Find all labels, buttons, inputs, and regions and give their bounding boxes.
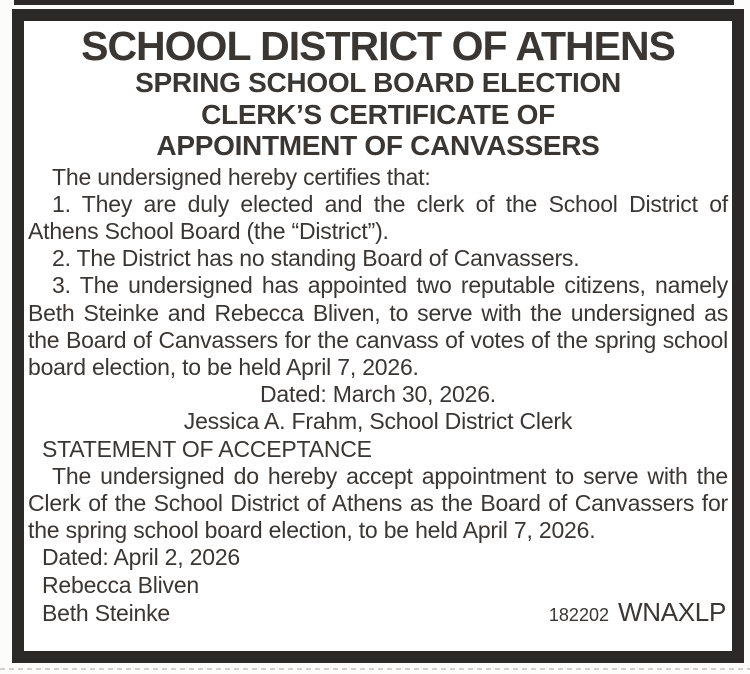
acceptance-dated-line: Dated: April 2, 2026 [42,544,241,571]
acceptance-heading: STATEMENT OF ACCEPTANCE [42,435,372,462]
notice-subtitle-certificate: CLERK’S CERTIFICATE OF [201,98,555,130]
bottom-scan-artifact-line [0,668,750,670]
clerk-signature-line: Jessica A. Frahm, School District Clerk [183,408,573,435]
signatory-rebecca-bliven: Rebecca Bliven [42,571,200,598]
certification-item-3: 3. The undersigned has appointed two reputable citizens, namely Beth Steinke and Rebecca Bliven, to serve with the undersigned as the Board of Canvassers for the canvass of votes of the spring school board election, to be held April 7, 2026. [28,272,728,380]
certification-item-2: 2. The District has no standing Board of Canvassers. [52,245,580,272]
certification-intro: The undersigned hereby certifies that: [52,163,431,190]
legal-notice-ad-frame [12,9,744,663]
dated-line: Dated: March 30, 2026. [260,381,496,408]
signature-and-publication-row [28,596,728,629]
top-column-rule [14,0,734,5]
notice-subtitle-appointment: APPOINTMENT OF CANVASSERS [156,130,600,161]
signatory-beth-steinke: Beth Steinke [42,599,171,626]
certification-item-1: 1. They are duly elected and the clerk of the School District of Athens School Board (the “District”). [28,190,728,244]
acceptance-paragraph: The undersigned do hereby accept appointment to serve with the Clerk of the School District of Athens as the Board of Canvassers for the spring school board election, to be held April 7, 2026. [28,462,728,544]
publication-code: WNAXLP [617,596,726,627]
publication-block [548,596,728,629]
notice-subtitle-election: SPRING SCHOOL BOARD ELECTION [135,67,621,98]
notice-id: 182202 [548,604,609,625]
notice-body [28,164,728,629]
notice-title: SCHOOL DISTRICT OF ATHENS [81,23,675,69]
legal-notice-content [24,21,732,629]
